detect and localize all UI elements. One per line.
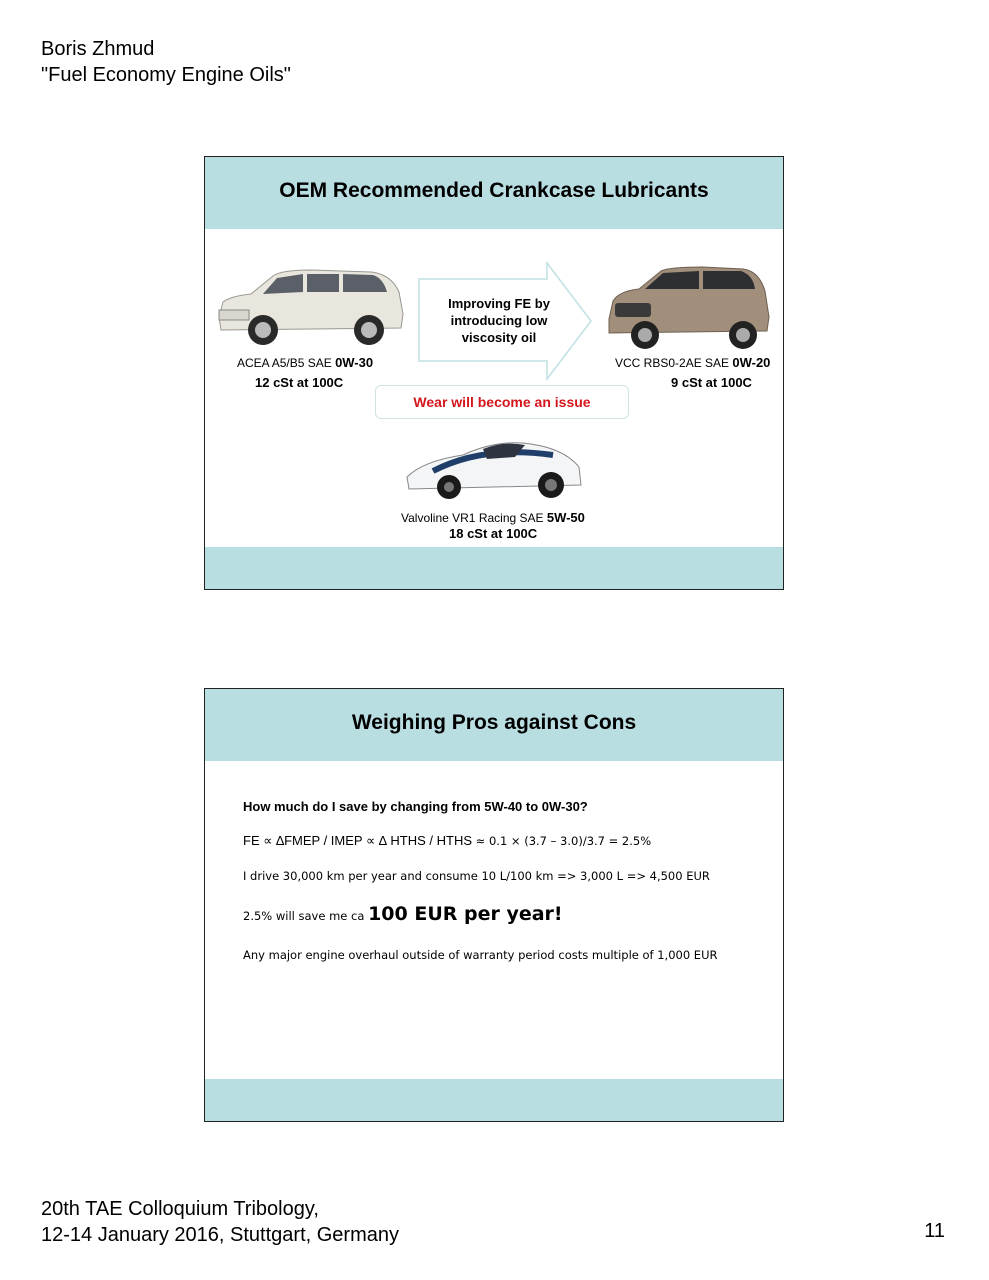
left-car-spec: ACEA A5/B5 SAE 0W-30 — [237, 355, 374, 370]
page-footer — [41, 1196, 399, 1248]
savings-question: How much do I save by changing from 5W-40 to 0W-30? — [243, 799, 588, 814]
slide-title: Weighing Pros against Cons — [351, 711, 637, 734]
supercar-image — [403, 431, 585, 507]
driving-consumption-line: I drive 30,000 km per year and consume 10 L/100 km => 3,000 L => 4,500 EUR — [243, 869, 710, 883]
arrow-caption: Improving FE by introducing low viscosity oil — [448, 296, 550, 345]
wear-warning-box: Wear will become an issue — [375, 385, 629, 419]
bottom-car-spec: Valvoline VR1 Racing SAE 5W-50 — [401, 510, 585, 525]
page-number: 11 — [924, 1220, 945, 1242]
fe-formula — [243, 833, 651, 849]
slide-footer-band — [205, 547, 783, 589]
slide-oem-lubricants — [204, 156, 784, 590]
author-name: Boris Zhmud — [41, 38, 155, 60]
page-header — [41, 36, 291, 88]
formula-calculation-part: ≈ 0.1 × (3.7 – 3.0)/3.7 = 2.5% — [472, 834, 652, 848]
bottom-car-viscosity: 18 cSt at 100C — [449, 526, 538, 541]
overhaul-cost-line: Any major engine overhaul outside of warranty period costs multiple of 1,000 EUR — [243, 948, 718, 962]
formula-proportional-part: FE ∝ ∆FMEP / IMEP ∝ ∆ HTHS / HTHS — [243, 833, 473, 848]
slide-pros-cons — [204, 688, 784, 1122]
savings-amount: 100 EUR per year! — [368, 903, 563, 925]
footer-event-name: 20th TAE Colloquium Tribology, — [41, 1198, 319, 1220]
right-car-spec: VCC RBS0-2AE SAE 0W-20 — [615, 355, 771, 370]
right-car-viscosity: 9 cSt at 100C — [671, 375, 752, 390]
left-car-viscosity: 12 cSt at 100C — [255, 375, 344, 390]
slide-title: OEM Recommended Crankcase Lubricants — [279, 179, 709, 202]
volvo-xc90-old-car-image — [211, 262, 409, 352]
document-title: "Fuel Economy Engine Oils" — [41, 64, 291, 86]
slide-footer-band — [205, 1079, 783, 1121]
savings-prefix: 2.5% will save me ca — [243, 909, 369, 923]
savings-line — [243, 903, 563, 925]
volvo-xc90-new-car-image — [603, 261, 773, 353]
footer-event-date: 12-14 January 2016, Stuttgart, Germany — [41, 1224, 399, 1246]
